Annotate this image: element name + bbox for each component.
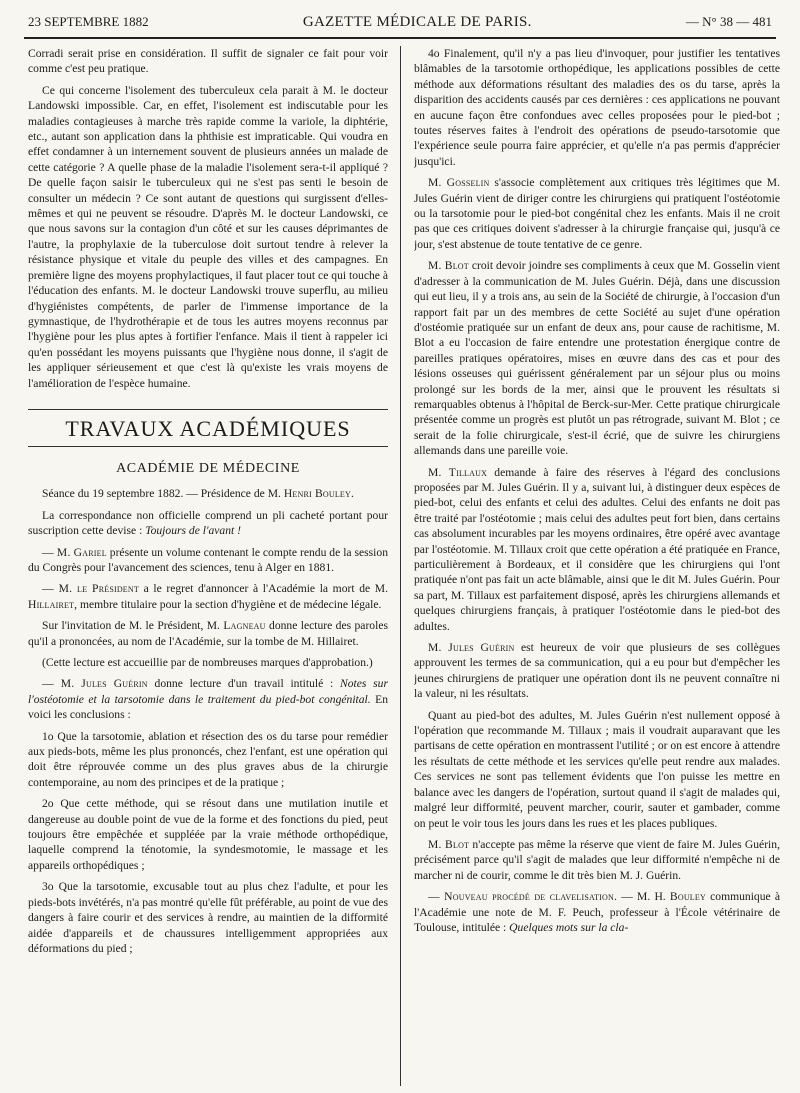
subsection-title: ACADÉMIE DE MÉDECINE	[116, 460, 300, 476]
right-column	[414, 46, 780, 1086]
paragraph: Corradi serait prise en considération. Il suffit de signaler ce fait pour voir comme c'est peu pratique.	[28, 47, 388, 76]
paragraph: — M. Jules Guérin donne lecture d'un travail intitulé : Notes sur l'ostéotomie et la tarsotomie dans le traitement du pied-bot congénital. En voici les conclusions :	[28, 677, 388, 722]
paragraph: — M. Gariel présente un volume contenant le compte rendu de la session du Congrès pour l'avancement des sciences, tenu à Alger en 1881.	[28, 545, 388, 574]
paragraph: La correspondance non officielle comprend un pli cacheté portant pour suscription cette devise : Toujours de l'avant !	[28, 508, 388, 538]
paragraph: M. Jules Guérin est heureux de voir que plusieurs de ses collègues approuvent les termes de sa communication, qui a eu pour but d'empêcher les jeunes chirurgiens de pratiquer une opération dont ils ne peuvent connaître ni la valeur, ni les résultats.	[414, 641, 780, 701]
header-issue: — N° 38 — 481	[685, 14, 772, 29]
paragraph: M. Tillaux demande à faire des réserves à l'égard des conclusions proposées par M. Jules Guérin. Il y a, suivant lui, à distinguer deux espèces de pied-bot, celui des enfants et celui des adultes. Celui des enfants ne doit pas être traité par l'ostéotomie ; mais celui des adultes peut fort bien, dans certains cas absolument incurables par les moyens ordinaires, être opéré avec avantage par l'ostéotomie. M. Tillaux croit que cette opération a été pratiquée en France, particulièrement à Bordeaux, et il considère que les chirurgiens qui l'ont pratiquée n'ont pas fait un acte blâmable, ainsi que le dit M. Jules Guérin. Pour sa part, M. Tillaux est parfaitement disposé, après les chirurgiens allemands et quelques chirurgiens français, à pratiquer l'ostéotomie dans le pied-bot des adultes.	[414, 465, 780, 633]
conclusion-item: 4o Finalement, qu'il n'y a pas lieu d'invoquer, pour justifier les tentatives blâmables de la tarsotomie orthopédique, les applications possibles de cette méthode aux déformations résultant des maladies des os du tarse, après la disparition des accidents causés par ces dernières : ces applications ne pouvant en aucune façon être confondues avec celles proposées pour le pied-bot ; toutes réserves faites à l'endroit des opérations de pseudo-tarsotomie que l'expérience seule pourra faire apprécier, et qu'elle n'a pas permis d'apprécier jusqu'ici.	[414, 47, 780, 168]
paragraph: Quant au pied-bot des adultes, M. Jules Guérin n'est nullement opposé à l'opération que recommande M. Tillaux ; mais il voudrait auparavant que les partisans de cette opération en montrassent l'utilité ; or on est encore à attendre les résultats de cette méthode et les services qu'elle peut rendre aux malades. Ces services ne sont pas tellement évidents que l'on puisse les mettre en balance avec les dangers de l'opération, surtout quand il s'agit de malades qui, malgré leur difformité, peuvent marcher, courir, sauter et gambader, comme on peut le voir tous les jours dans les rues et les places publiques.	[414, 708, 780, 830]
paragraph: (Cette lecture est accueillie par de nombreuses marques d'approbation.)	[42, 656, 373, 669]
paragraph: Ce qui concerne l'isolement des tuberculeux cela parait à M. le docteur Landowski impossible. Car, en effet, l'isolement est indiscutable pour les maladies contagieuses à marche très rapide comme la variole, la diphtérie, etc., autant son application dans la phthisie est impraticable. Qui voudra en effet condamner à un internement souvent de plusieurs années un malade de cette catégorie ? A quelle phase de la maladie l'isolement sera-t-il appliqué ? De quelle façon saisir le tuberculeux qui ne s'est pas senti le besoin de consulter un médecin ? Ce sont autant de questions qui surgissent d'elles-mêmes et qui ne peuvent se résoudre. D'après M. le docteur Landowski, ce que nous savons sur la contagion d'un côté et sur les causes déprimantes de l'autre, la prophylaxie de la tuberculose doit surtout tendre à relever la résistance physique et vitale du peuple des villes et des campagnes. En première ligne des moyens prophylactiques, il faut placer tout ce qui touche à l'éducation des enfants. M. le docteur Landowski trouve superflu, au milieu d'hygiénistes compétents, de parler de l'immense importance de la gymnastique, de l'hydrothérapie et de tous les autres moyens reconnus par l'hygiène pour les plus aptes à fortifier l'enfance. Mais il tient à rappeler ici qu'en possédant les moyens puissants que l'hygiène nous donne, il s'agit de les appliquer sérieusement et que c'est là qu'existe les vrais moyens de l'amélioration de l'espèce humaine.	[28, 83, 388, 390]
left-column	[28, 46, 388, 1086]
header-date: 23 SEPTEMBRE 1882	[28, 14, 149, 29]
paragraph: — Nouveau procédé de clavelisation. — M. H. Bouley communique à l'Académie une note de M. F. Peuch, professeur à l'École vétérinaire de Toulouse, intitulée : Quelques mots sur la cla-	[414, 890, 780, 934]
header-title: GAZETTE MÉDICALE DE PARIS.	[302, 14, 532, 30]
header-rule	[24, 37, 776, 39]
section-title: TRAVAUX ACADÉMIQUES	[28, 409, 388, 447]
paragraph: M. Blot croit devoir joindre ses compliments à ceux que M. Gosselin vient d'adresser à la communication de M. Jules Guérin. Déjà, dans une discussion qui eut lieu, il y a trois ans, au sein de la Société de chirurgie, à l'occasion d'un rapport fait par un des membres de cette Société au sujet d'une opération d'ostéomie pratiquée sur un enfant de deux ans, pour cause de rachitisme, M. Blot a eu l'occasion de faire entendre une protestation énergique contre de pareilles pratiques opératoires, mises en œuvre dans des cas et pour des lésions osseuses qui guérissent généralement par un séjour plus ou moins prolongé sur les bords de la mer, ainsi que le prouvent les résultats si remarquables obtenus à l'hôpital de Berck-sur-Mer. Cette pratique chirurgicale présentée comme un progrès est plutôt un pas rétrograde, suivant M. Blot ; ce serait de la folie chirurgicale, s'est-il écrié, que de suivre les chirurgiens allemands dans une pareille voie.	[414, 259, 780, 458]
page-header	[28, 14, 772, 36]
conclusion-item: 1o Que la tarsotomie, ablation et résection des os du tarse pour remédier aux pieds-bots, même les plus prononcés, chez l'enfant, est une opération qui doit être réprouvée comme un des plus graves abus de la chirurgie contemporaine, au nom des principes et de la pratique ;	[28, 729, 388, 789]
column-divider	[400, 46, 401, 1086]
paragraph: M. Blot n'accepte pas même la réserve que vient de faire M. Jules Guérin, précisément parce qu'il s'agit de malades que leur difformité n'empêche ni de marcher ni de courir, comme le dit très bien M. J. Guérin.	[414, 837, 780, 882]
seance-line: Séance du 19 septembre 1882. — Présidence de M. Henri Bouley.	[42, 487, 354, 501]
paragraph: M. Gosselin s'associe complètement aux critiques très légitimes que M. Jules Guérin vient de diriger contre les chirurgiens qui pratiquent l'ostéotomie ou la tarsotomie pour le pied-bot congénital chez les enfants. Mais il ne croit pas que ces critiques doivent s'adresser à la chirurgie française qui, jusqu'à ce jour, s'est abstenue de toute tentative de ce genre.	[414, 176, 780, 251]
paragraph: Sur l'invitation de M. le Président, M. Lagneau donne lecture des paroles qu'il a prononcées, au nom de l'Académie, sur la tombe de M. Hillairet.	[28, 619, 388, 648]
paragraph: — M. le Président a le regret d'annoncer à l'Académie la mort de M. Hillairet, membre titulaire pour la section d'hygiène et de médecine légale.	[28, 582, 388, 611]
conclusion-item: 2o Que cette méthode, qui se résout dans une mutilation inutile et dangereuse au double point de vue de la forme et des fonctions du pied, peut toujours être empêchée et suppléée par la vraie méthode orthopédique, laquelle comprend la ténotomie, la syndesmotomie, le massage et les appareils orthopédiques ;	[28, 797, 388, 872]
conclusion-item: 3o Que la tarsotomie, excusable tout au plus chez l'adulte, et pour les pieds-bots invétérés, n'a pas montré qu'elle fût préférable, au point de vue des dangers à faire courir et des services à rendre, au maintien de la difformité aidée d'appareils et de chaussures intelligemment appropriées aux déformations du pied ;	[28, 880, 388, 955]
